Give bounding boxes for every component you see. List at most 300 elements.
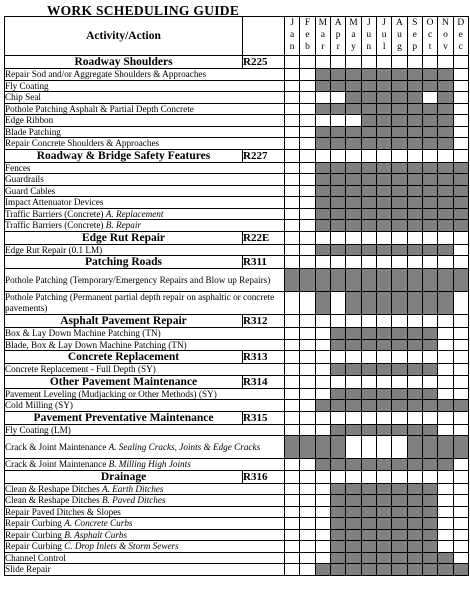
section-spacer-cell — [330, 351, 345, 364]
month-cell — [330, 115, 345, 127]
month-header — [346, 17, 361, 56]
activity-row — [5, 92, 469, 104]
activity-text: Chip Seal — [5, 92, 41, 102]
month-cell — [453, 244, 468, 256]
month-cell — [346, 483, 361, 495]
month-cell — [392, 174, 407, 186]
month-cell — [330, 103, 345, 115]
month-cell — [361, 208, 376, 220]
month-cell — [376, 126, 391, 138]
section-spacer-cell — [315, 56, 330, 69]
month-cell — [438, 483, 453, 495]
month-cell — [376, 459, 391, 471]
month-cell — [407, 220, 422, 232]
month-cell — [315, 208, 330, 220]
month-cell — [407, 400, 422, 412]
month-cell — [346, 339, 361, 351]
month-cell — [407, 138, 422, 150]
month-header — [422, 17, 437, 56]
section-spacer-cell — [346, 375, 361, 388]
month-cell — [392, 185, 407, 197]
month-cell — [285, 424, 300, 436]
activity-header: Activity/Action — [5, 17, 243, 56]
month-cell — [285, 138, 300, 150]
month-cell — [407, 292, 422, 315]
month-cell — [361, 126, 376, 138]
month-header — [453, 17, 468, 56]
activity-label — [5, 506, 285, 518]
month-letter: p — [335, 30, 341, 40]
section-spacer-cell — [330, 56, 345, 69]
section-title: Roadway Shoulders — [5, 56, 243, 69]
month-cell — [285, 529, 300, 541]
activity-row — [5, 424, 469, 436]
month-cell — [330, 518, 345, 530]
section-row — [5, 149, 469, 162]
month-cell — [422, 364, 437, 376]
month-cell — [422, 339, 437, 351]
activity-label — [5, 459, 285, 471]
month-cell — [407, 208, 422, 220]
section-spacer-cell — [376, 375, 391, 388]
activity-text: Repair Curbing — [5, 518, 62, 528]
section-spacer-cell — [300, 56, 315, 69]
month-cell — [285, 208, 300, 220]
section-spacer-cell — [376, 315, 391, 328]
section-spacer-cell — [407, 375, 422, 388]
month-cell — [407, 197, 422, 209]
section-spacer-cell — [422, 256, 437, 269]
month-cell — [392, 339, 407, 351]
month-cell — [300, 197, 315, 209]
month-cell — [422, 552, 437, 564]
month-cell — [392, 69, 407, 81]
month-cell — [330, 506, 345, 518]
month-cell — [392, 115, 407, 127]
activity-row — [5, 115, 469, 127]
month-cell — [453, 364, 468, 376]
activity-subtext: A. Earth Ditches — [101, 483, 164, 494]
month-cell — [422, 564, 437, 576]
activity-text: Crack & Joint Maintenance — [5, 459, 107, 469]
section-spacer-cell — [285, 231, 300, 244]
month-cell — [453, 541, 468, 553]
activity-label — [5, 220, 285, 232]
month-cell — [300, 541, 315, 553]
month-cell — [330, 244, 345, 256]
activity-text: Box & Lay Down Machine Patching (TN) — [5, 328, 161, 338]
month-cell — [315, 541, 330, 553]
section-spacer-cell — [376, 470, 391, 483]
month-cell — [315, 103, 330, 115]
month-cell — [422, 483, 437, 495]
activity-row — [5, 339, 469, 351]
section-spacer-cell — [361, 56, 376, 69]
month-cell — [438, 197, 453, 209]
month-cell — [438, 292, 453, 315]
month-cell — [300, 174, 315, 186]
month-cell — [330, 138, 345, 150]
month-cell — [361, 495, 376, 507]
section-spacer-cell — [285, 411, 300, 424]
month-cell — [330, 269, 345, 292]
month-cell — [392, 244, 407, 256]
month-cell — [376, 388, 391, 400]
section-spacer-cell — [346, 231, 361, 244]
month-cell — [346, 424, 361, 436]
section-spacer-cell — [438, 351, 453, 364]
month-cell — [346, 269, 361, 292]
month-cell — [346, 103, 361, 115]
month-cell — [285, 69, 300, 81]
month-cell — [453, 424, 468, 436]
month-cell — [376, 506, 391, 518]
section-spacer-cell — [453, 256, 468, 269]
month-cell — [315, 269, 330, 292]
section-spacer-cell — [300, 256, 315, 269]
month-cell — [300, 400, 315, 412]
section-title: Edge Rut Repair — [5, 231, 243, 244]
month-header — [300, 17, 315, 56]
month-cell — [453, 552, 468, 564]
month-cell — [422, 400, 437, 412]
month-cell — [407, 80, 422, 92]
month-cell — [285, 400, 300, 412]
month-cell — [361, 92, 376, 104]
month-cell — [361, 552, 376, 564]
month-cell — [453, 529, 468, 541]
section-spacer-cell — [361, 470, 376, 483]
month-cell — [453, 126, 468, 138]
activity-row — [5, 69, 469, 81]
section-title: Pavement Preventative Maintenance — [5, 411, 243, 424]
month-letter: e — [412, 30, 417, 40]
activity-text: Concrete Replacement - Full Depth (SY) — [5, 364, 156, 374]
section-spacer-cell — [438, 411, 453, 424]
month-cell — [438, 92, 453, 104]
activity-row — [5, 220, 469, 232]
month-letter: F — [304, 18, 311, 28]
section-code: R315 — [243, 411, 285, 424]
month-cell — [438, 552, 453, 564]
month-cell — [285, 80, 300, 92]
section-spacer-cell — [376, 56, 391, 69]
month-cell — [315, 185, 330, 197]
month-letter: n — [289, 42, 295, 52]
month-cell — [422, 174, 437, 186]
month-cell — [407, 115, 422, 127]
month-cell — [453, 459, 468, 471]
month-cell — [453, 162, 468, 174]
month-cell — [315, 529, 330, 541]
section-spacer-cell — [453, 315, 468, 328]
month-cell — [422, 424, 437, 436]
month-letter: J — [290, 18, 295, 28]
section-code: R225 — [243, 56, 285, 69]
section-spacer-cell — [407, 351, 422, 364]
month-cell — [346, 564, 361, 576]
month-cell — [407, 552, 422, 564]
month-cell — [422, 495, 437, 507]
month-cell — [392, 529, 407, 541]
month-cell — [453, 518, 468, 530]
section-spacer-cell — [346, 256, 361, 269]
activity-row — [5, 208, 469, 220]
section-spacer-cell — [407, 411, 422, 424]
activity-label — [5, 388, 285, 400]
month-cell — [453, 506, 468, 518]
month-cell — [361, 244, 376, 256]
month-cell — [438, 541, 453, 553]
month-cell — [438, 220, 453, 232]
month-cell — [407, 162, 422, 174]
month-cell — [453, 174, 468, 186]
month-cell — [300, 208, 315, 220]
month-letter: y — [351, 42, 356, 52]
month-cell — [392, 197, 407, 209]
section-title: Concrete Replacement — [5, 351, 243, 364]
section-spacer-cell — [285, 315, 300, 328]
month-cell — [376, 483, 391, 495]
month-cell — [453, 436, 468, 459]
month-cell — [346, 208, 361, 220]
activity-subtext: B. Paved Ditches — [101, 495, 166, 505]
section-row — [5, 56, 469, 69]
month-cell — [422, 162, 437, 174]
month-cell — [285, 364, 300, 376]
month-cell — [453, 388, 468, 400]
section-spacer-cell — [422, 231, 437, 244]
section-spacer-cell — [285, 56, 300, 69]
month-cell — [330, 400, 345, 412]
month-cell — [392, 328, 407, 340]
month-cell — [361, 174, 376, 186]
activity-subtext: A. Concrete Curbs — [64, 518, 133, 528]
month-cell — [300, 495, 315, 507]
activity-label — [5, 174, 285, 186]
month-cell — [361, 388, 376, 400]
month-cell — [407, 483, 422, 495]
month-cell — [300, 126, 315, 138]
month-cell — [300, 339, 315, 351]
month-cell — [361, 162, 376, 174]
month-header — [330, 17, 345, 56]
section-spacer-cell — [361, 315, 376, 328]
activity-subtext: C. Drop Inlets & Storm Sewers — [64, 541, 179, 551]
month-cell — [453, 328, 468, 340]
month-cell — [361, 518, 376, 530]
section-spacer-cell — [392, 351, 407, 364]
activity-subtext: B. Asphalt Curbs — [64, 529, 128, 540]
section-spacer-cell — [453, 351, 468, 364]
month-cell — [285, 541, 300, 553]
section-spacer-cell — [330, 375, 345, 388]
month-cell — [300, 162, 315, 174]
activity-text: Guardrails — [5, 174, 44, 184]
month-letter: r — [336, 42, 340, 52]
month-cell — [407, 459, 422, 471]
section-spacer-cell — [392, 256, 407, 269]
month-cell — [346, 436, 361, 459]
month-cell — [346, 292, 361, 315]
section-spacer-cell — [392, 56, 407, 69]
section-row — [5, 411, 469, 424]
month-cell — [438, 69, 453, 81]
month-cell — [422, 115, 437, 127]
month-cell — [422, 328, 437, 340]
activity-row — [5, 518, 469, 530]
activity-row — [5, 541, 469, 553]
month-cell — [422, 388, 437, 400]
section-spacer-cell — [422, 411, 437, 424]
month-cell — [453, 483, 468, 495]
activity-label — [5, 244, 285, 256]
month-cell — [422, 138, 437, 150]
activity-row — [5, 388, 469, 400]
month-cell — [438, 518, 453, 530]
section-spacer-cell — [330, 411, 345, 424]
month-cell — [376, 564, 391, 576]
month-cell — [407, 436, 422, 459]
month-cell — [422, 208, 437, 220]
month-cell — [346, 115, 361, 127]
section-spacer-cell — [285, 351, 300, 364]
section-code: R316 — [243, 470, 285, 483]
month-cell — [407, 364, 422, 376]
month-cell — [392, 552, 407, 564]
section-spacer-cell — [453, 56, 468, 69]
month-cell — [300, 518, 315, 530]
month-cell — [392, 459, 407, 471]
month-cell — [422, 436, 437, 459]
activity-text: Crack & Joint Maintenance — [5, 441, 107, 452]
month-cell — [392, 400, 407, 412]
month-cell — [346, 92, 361, 104]
section-spacer-cell — [453, 149, 468, 162]
month-cell — [438, 162, 453, 174]
month-cell — [392, 220, 407, 232]
month-cell — [330, 339, 345, 351]
activity-text: Slide Repair — [5, 564, 51, 574]
month-cell — [438, 459, 453, 471]
month-cell — [285, 292, 300, 315]
month-cell — [376, 80, 391, 92]
section-title: Patching Roads — [5, 256, 243, 269]
month-cell — [453, 208, 468, 220]
activity-row — [5, 244, 469, 256]
month-header — [315, 17, 330, 56]
month-cell — [422, 459, 437, 471]
month-cell — [315, 115, 330, 127]
month-cell — [315, 162, 330, 174]
activity-row — [5, 174, 469, 186]
section-spacer-cell — [285, 149, 300, 162]
section-spacer-cell — [330, 231, 345, 244]
section-spacer-cell — [376, 231, 391, 244]
section-spacer-cell — [315, 231, 330, 244]
section-spacer-cell — [285, 470, 300, 483]
month-cell — [407, 103, 422, 115]
activity-row — [5, 495, 469, 507]
month-letter: o — [443, 30, 448, 40]
month-header — [407, 17, 422, 56]
month-cell — [300, 138, 315, 150]
month-cell — [315, 495, 330, 507]
month-cell — [285, 328, 300, 340]
section-spacer-cell — [422, 56, 437, 69]
activity-label — [5, 208, 285, 220]
activity-row — [5, 436, 469, 459]
section-spacer-cell — [346, 56, 361, 69]
month-cell — [285, 92, 300, 104]
month-cell — [422, 518, 437, 530]
month-cell — [438, 138, 453, 150]
month-cell — [376, 92, 391, 104]
section-spacer-cell — [315, 375, 330, 388]
month-cell — [438, 364, 453, 376]
section-spacer-cell — [361, 411, 376, 424]
section-title: Asphalt Pavement Repair — [5, 315, 243, 328]
month-cell — [300, 220, 315, 232]
month-cell — [407, 185, 422, 197]
activity-row — [5, 138, 469, 150]
month-cell — [376, 69, 391, 81]
month-letter: A — [334, 18, 342, 28]
month-cell — [315, 364, 330, 376]
section-spacer-cell — [376, 411, 391, 424]
month-cell — [392, 388, 407, 400]
activity-label — [5, 328, 285, 340]
month-cell — [346, 388, 361, 400]
month-cell — [376, 208, 391, 220]
section-title: Roadway & Bridge Safety Features — [5, 149, 243, 162]
month-cell — [453, 197, 468, 209]
month-cell — [453, 269, 468, 292]
month-cell — [285, 220, 300, 232]
activity-label — [5, 126, 285, 138]
month-cell — [376, 518, 391, 530]
section-spacer-cell — [376, 256, 391, 269]
section-spacer-cell — [300, 470, 315, 483]
month-cell — [315, 436, 330, 459]
month-cell — [285, 185, 300, 197]
section-spacer-cell — [346, 315, 361, 328]
month-cell — [285, 126, 300, 138]
month-cell — [376, 115, 391, 127]
section-row — [5, 256, 469, 269]
month-cell — [407, 339, 422, 351]
activity-label — [5, 103, 285, 115]
section-spacer-cell — [376, 351, 391, 364]
month-cell — [361, 185, 376, 197]
month-letter: r — [321, 42, 325, 52]
section-spacer-cell — [361, 149, 376, 162]
month-cell — [376, 103, 391, 115]
activity-label — [5, 400, 285, 412]
section-spacer-cell — [392, 231, 407, 244]
month-cell — [315, 292, 330, 315]
month-letter: l — [382, 42, 386, 52]
month-cell — [453, 138, 468, 150]
month-cell — [285, 495, 300, 507]
month-letter: n — [366, 42, 372, 52]
month-cell — [285, 518, 300, 530]
month-cell — [330, 564, 345, 576]
month-cell — [407, 69, 422, 81]
section-spacer-cell — [422, 470, 437, 483]
month-cell — [376, 495, 391, 507]
section-title: Other Pavement Maintenance — [5, 375, 243, 388]
